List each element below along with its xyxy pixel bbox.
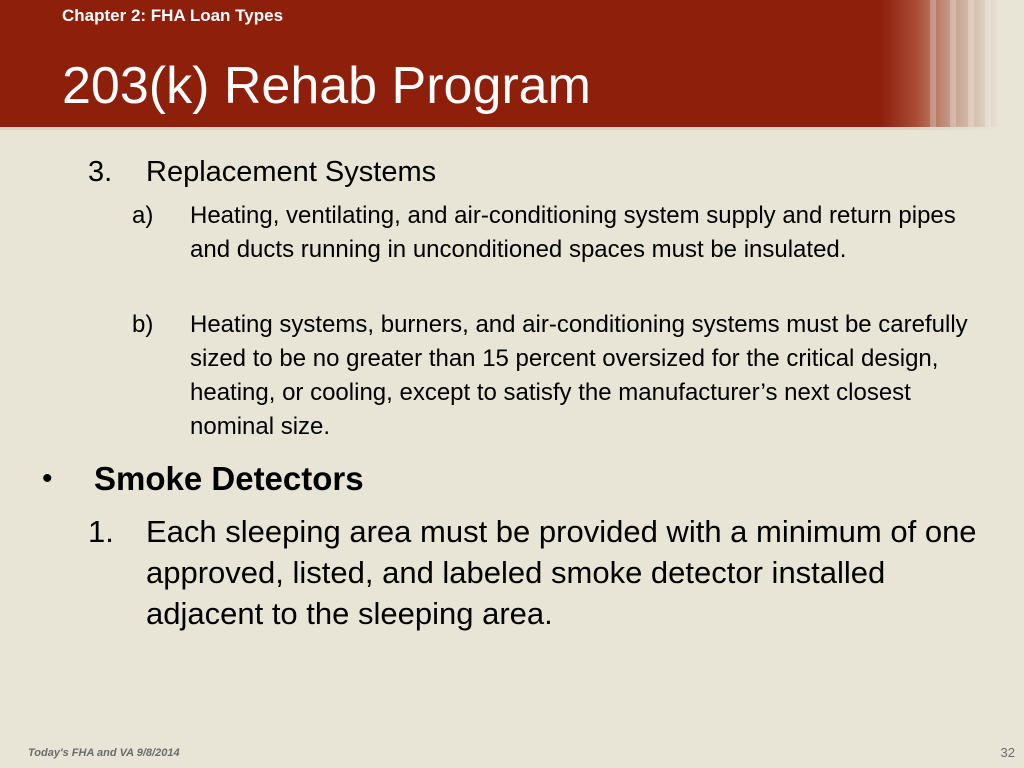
list-item-replacement-systems: Replacement Systems xyxy=(146,156,437,188)
banner-stripe xyxy=(985,0,991,127)
bullet-heading-smoke-detectors: Smoke Detectors xyxy=(94,460,364,497)
chapter-label: Chapter 2: FHA Loan Types xyxy=(62,6,284,25)
slide-title: 203(k) Rehab Program xyxy=(62,57,591,115)
sub-item-marker: a) xyxy=(132,202,154,229)
title-banner xyxy=(0,0,1024,127)
footer-label: Today's FHA and VA 9/8/2014 xyxy=(28,747,180,759)
banner-divider xyxy=(0,127,1024,130)
bullet-icon: • xyxy=(42,462,53,495)
sub-item-marker: b) xyxy=(132,311,154,338)
list-number: 1. xyxy=(88,514,114,549)
list-number: 3. xyxy=(88,156,113,188)
banner-stripe xyxy=(930,0,936,127)
sub-item-text: Heating, ventilating, and air-conditioning system supply and return pipes and ducts running in unconditioned spaces must be insulated. xyxy=(190,202,956,263)
sub-item-text: Heating systems, burners, and air-conditioning systems must be carefully sized to be no greater than 15 percent oversized for the critical design, heating, or cooling, except to satisfy the manufacturer’s next closest nominal size. xyxy=(190,311,968,440)
banner-stripe xyxy=(968,0,974,127)
list-item-sleeping-area: Each sleeping area must be provided with a minimum of one approved, listed, and labeled smoke detector installed adjacent to the sleeping area. xyxy=(146,514,977,631)
page-number: 32 xyxy=(1000,745,1015,760)
banner-stripe xyxy=(950,0,956,127)
